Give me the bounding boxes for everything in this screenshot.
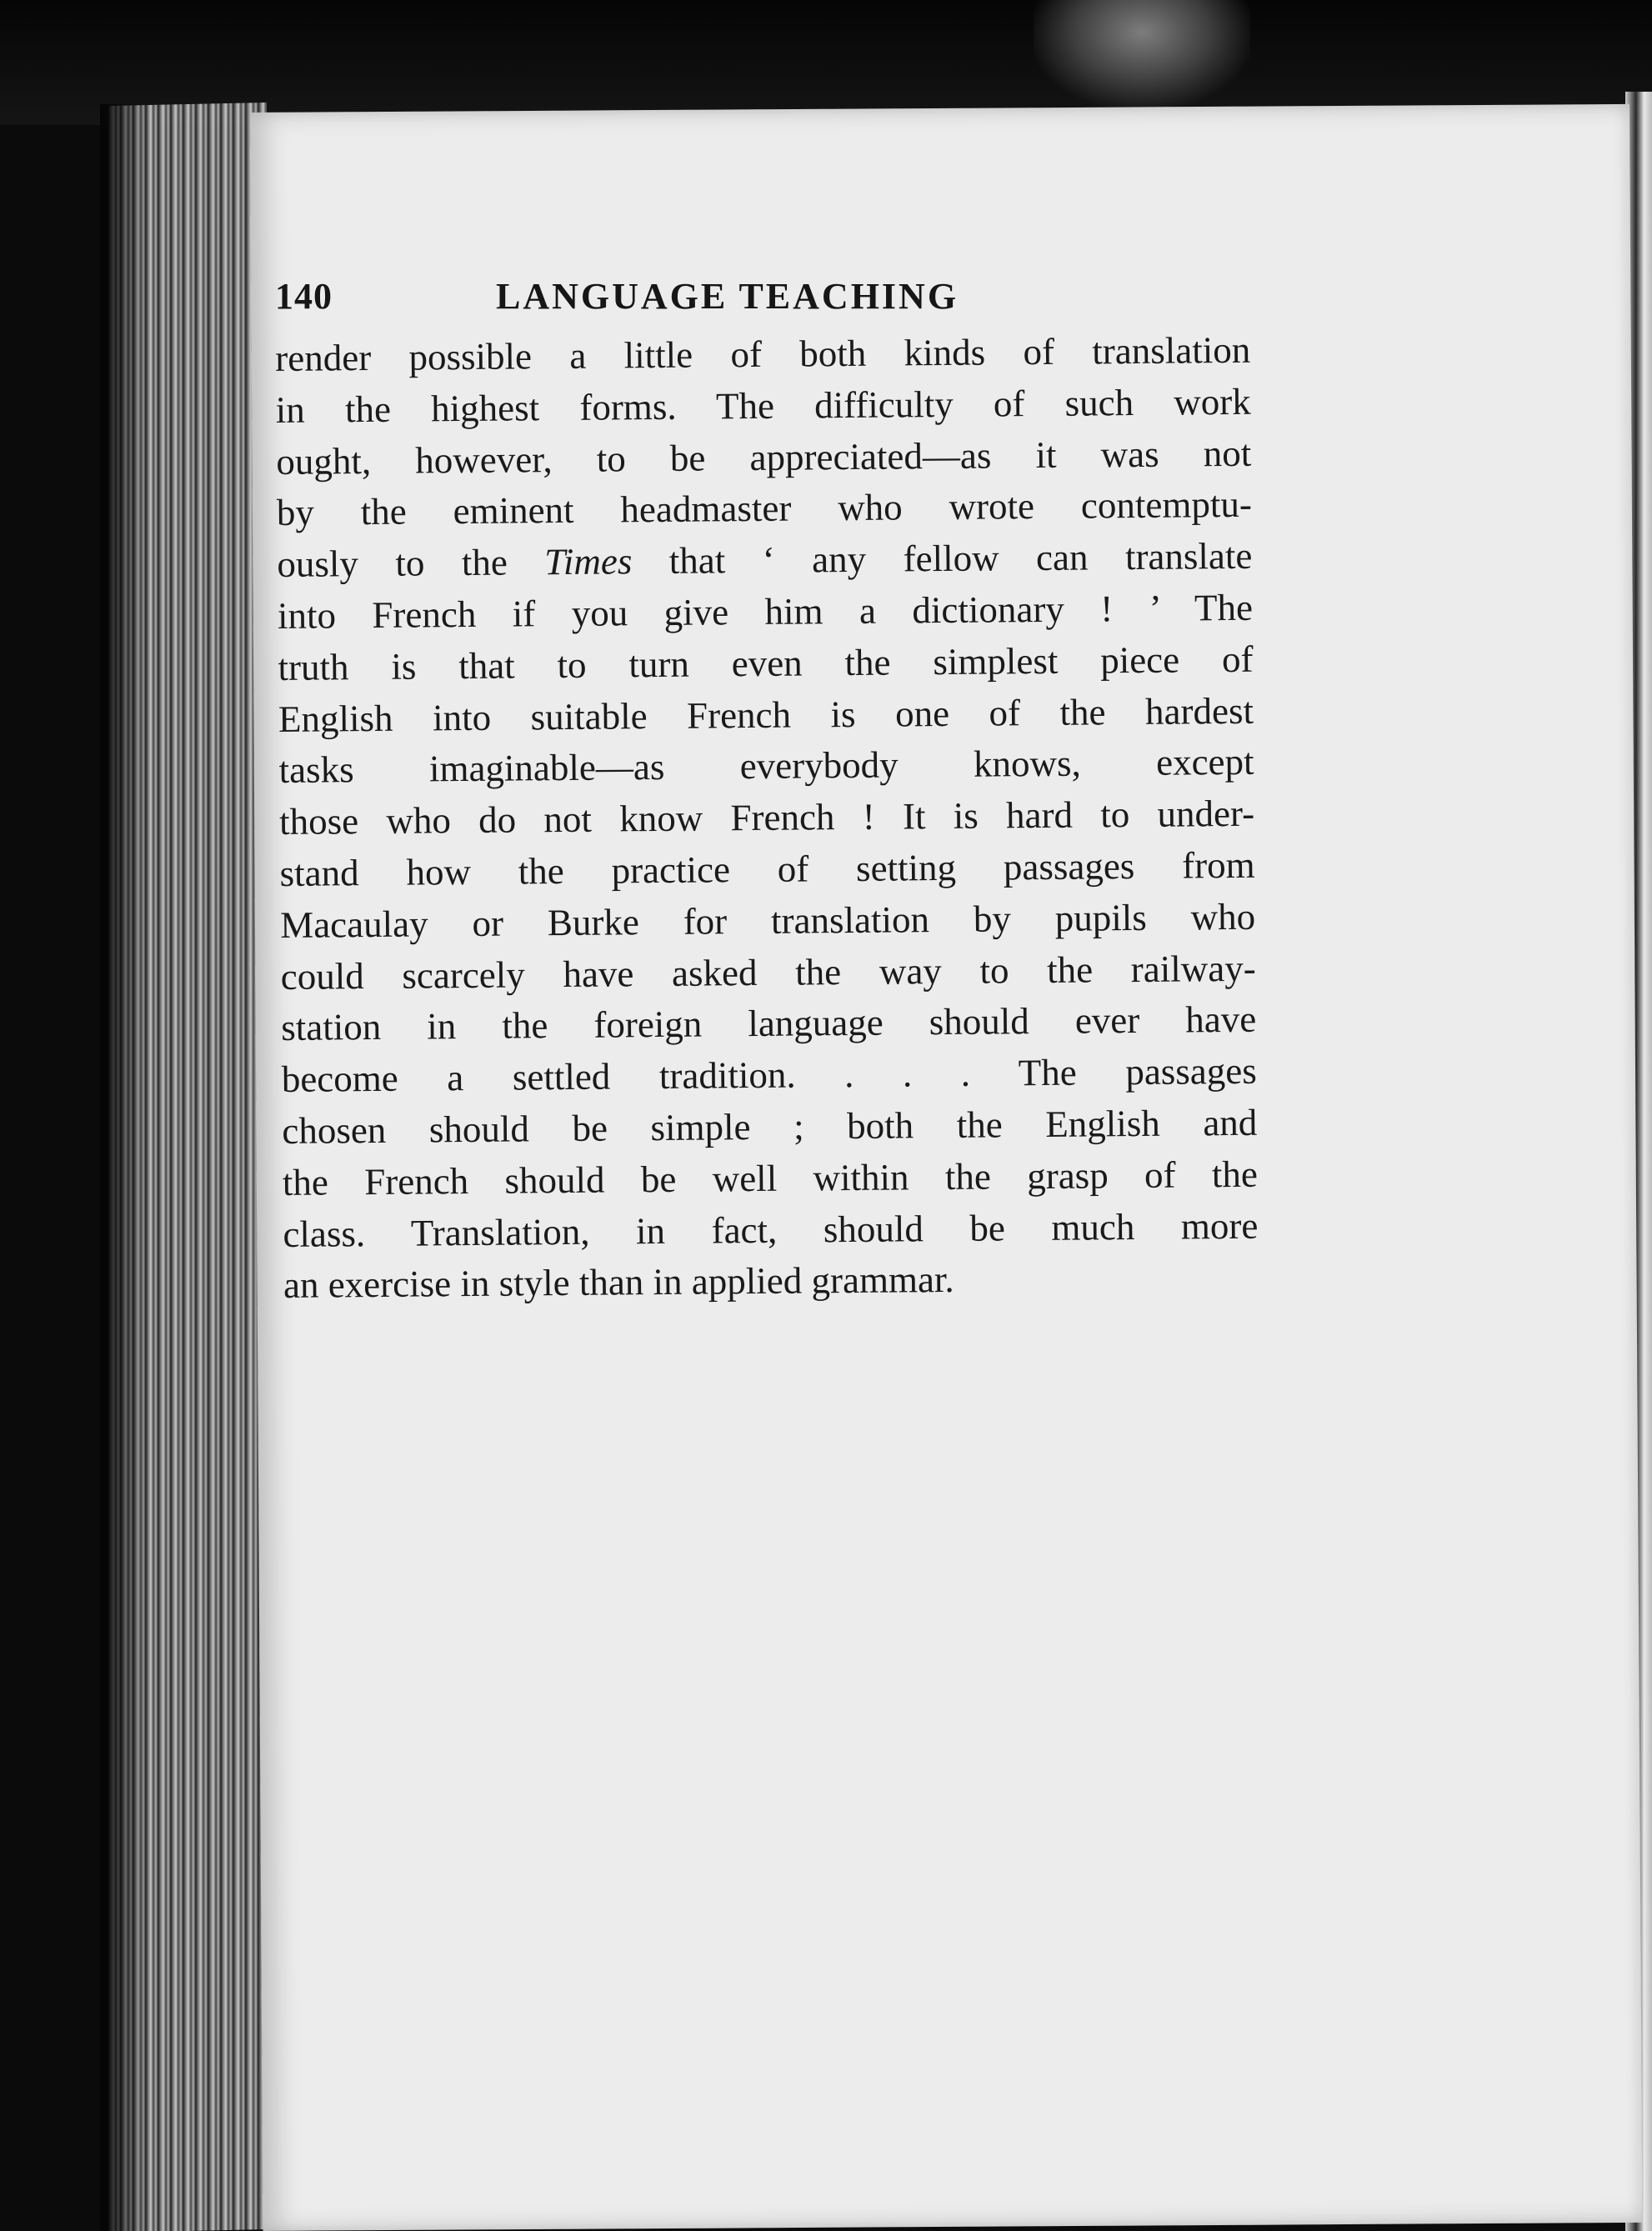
- text-line: ously to the Times that ‘ any fellow can translate: [277, 534, 1253, 586]
- body-paragraph: [275, 325, 1259, 1312]
- text-line: in the highest forms. The difficulty of such work: [275, 380, 1251, 431]
- text-line: class. Translation, in fact, should be much more: [283, 1204, 1259, 1255]
- text-line: by the eminent headmaster who wrote contemptu-: [276, 483, 1253, 534]
- text-line: into French if you give him a dictionary ! ’ The: [277, 586, 1254, 637]
- text-line: could scarcely have asked the way to the railway-: [280, 947, 1256, 998]
- text-line: stand how the practice of setting passages from: [279, 843, 1255, 894]
- torn-page-corner: [1034, 0, 1250, 108]
- binding-shadow: [100, 104, 150, 2231]
- text-line: Macaulay or Burke for translation by pupils who: [279, 895, 1256, 946]
- text-line: chosen should be simple ; both the English and: [282, 1101, 1258, 1152]
- text-line: tasks imaginable—as everybody knows, except: [278, 741, 1254, 792]
- page-number: 140: [275, 276, 333, 317]
- text-line: the French should be well within the grasp of the: [282, 1153, 1259, 1203]
- text-line: ought, however, to be appreciated—as it was not: [276, 432, 1252, 483]
- text-line: truth is that to turn even the simplest piece of: [278, 638, 1254, 688]
- text-line: render possible a little of both kinds of translation: [275, 328, 1251, 379]
- text-line: English into suitable French is one of the hardest: [278, 689, 1254, 740]
- text-line: those who do not know French ! It is hard to under-: [278, 792, 1255, 843]
- text-line-last: an exercise in style than in applied grammar.: [283, 1258, 954, 1307]
- text-line: become a settled tradition. . . . The passages: [281, 1049, 1257, 1101]
- text-line: station in the foreign language should ever have: [281, 998, 1257, 1049]
- italic-title: Times: [544, 540, 633, 583]
- running-head: LANGUAGE TEACHING: [496, 276, 959, 317]
